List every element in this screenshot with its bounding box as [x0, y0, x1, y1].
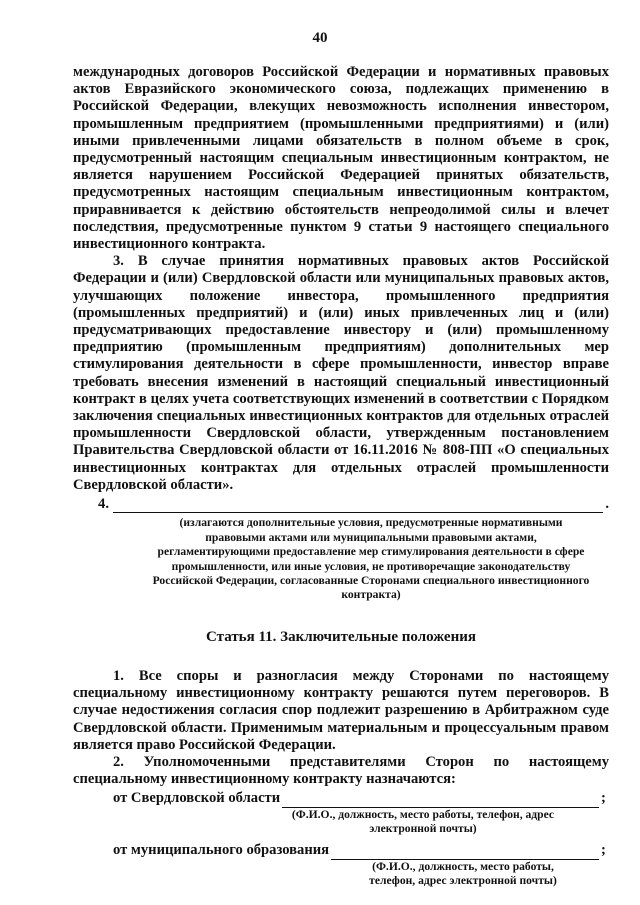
fill-in-line	[113, 498, 603, 513]
representative-municipality-note: (Ф.И.О., должность, место работы, телефон, адрес электронной почты)	[369, 859, 557, 887]
article-paragraph-1: 1. Все споры и разногласия между Сторонами по настоящему специальному инвестиционному контракту решаются путем переговоров. В случае недостижения согласия спор подлежит разрешению в Арбитражном суде Свердловской области. Применимым материальным и процессуальным правом является право Российской Федерации.	[73, 667, 609, 753]
paragraph-3: 3. В случае принятия нормативных правовых актов Российской Федерации и (или) Свердловской области или муниципальных правовых актов, улучшающих положение инвестора, промышленного предприятия (промышленных предприятий) и (или) иных привлеченных лиц и (или) предусматривающих предоставление инвестору и (или) промышленному предприятию (промышленным предприятиям) дополнительных мер стимулирования деятельности в сфере промышленности, инвестор вправе требовать внесения изменений в настоящий специальный инвестиционный контракт в целях учета соответствующих изменений в соответствии с Порядком заключения специальных инвестиционных контрактов для отдельных отраслей промышленности Свердловской области, утвержденным постановлением Правительства Свердловской области от 16.11.2016 № 808-ПП «О специальных инвестиционных контрактах для отдельных отраслей промышленности Свердловской области».	[73, 253, 609, 493]
representative-region-label: от Свердловской области	[113, 790, 281, 807]
paragraph-continued: международных договоров Российской Федерации и нормативных правовых актов Евразийского экономического союза, подлежащих применению в Российской Федерации, влекущих невозможность исполнения инвестором, промышленным предприятием (промышленными предприятиями) и (или) иными привлеченными лицами обязательств в полном объеме в срок, предусмотренный настоящим специальным инвестиционным контрактом, не является нарушением Российской Федерацией принятых обязательств, предусмотренных настоящим специальным инвестиционным контрактом, приравнивается к действию обстоятельств непреодолимой силы и влечет последствия, предусмотренные пунктом 9 статьи 9 настоящего специального инвестиционного контракта.	[73, 64, 609, 253]
paragraph-4-end: .	[605, 496, 609, 513]
article-paragraph-2: 2. Уполномоченными представителями Сторон по настоящему специальному инвестиционному контракту назначаются:	[73, 753, 609, 788]
paragraph-4-blank	[73, 496, 609, 513]
representative-region-note: (Ф.И.О., должность, место работы, телефон, адрес электронной почты)	[291, 807, 555, 835]
line-end-semicolon: ;	[601, 842, 606, 859]
fill-in-line	[331, 845, 599, 860]
article-title: Статья 11. Заключительные положения	[206, 628, 476, 645]
representative-municipality-label: от муниципального образования	[113, 842, 330, 859]
paragraph-4-note: (излагаются дополнительные условия, предусмотренные нормативными правовыми актами или муниципальными правовыми актами, регламентирующими предоставление мер стимулирования деятельности в сфере промышленности, или иные условия, не противоречащие законодательству Российской Федерации, согласованные Сторонами специального инвестиционного контракта)	[152, 516, 590, 602]
representative-line-region	[73, 790, 609, 807]
fill-in-line	[282, 793, 599, 808]
line-end-semicolon: ;	[601, 790, 606, 807]
page-number: 40	[312, 30, 328, 46]
representative-line-municipality	[73, 842, 609, 859]
document-body	[73, 64, 609, 888]
paragraph-4-number: 4.	[98, 496, 109, 513]
